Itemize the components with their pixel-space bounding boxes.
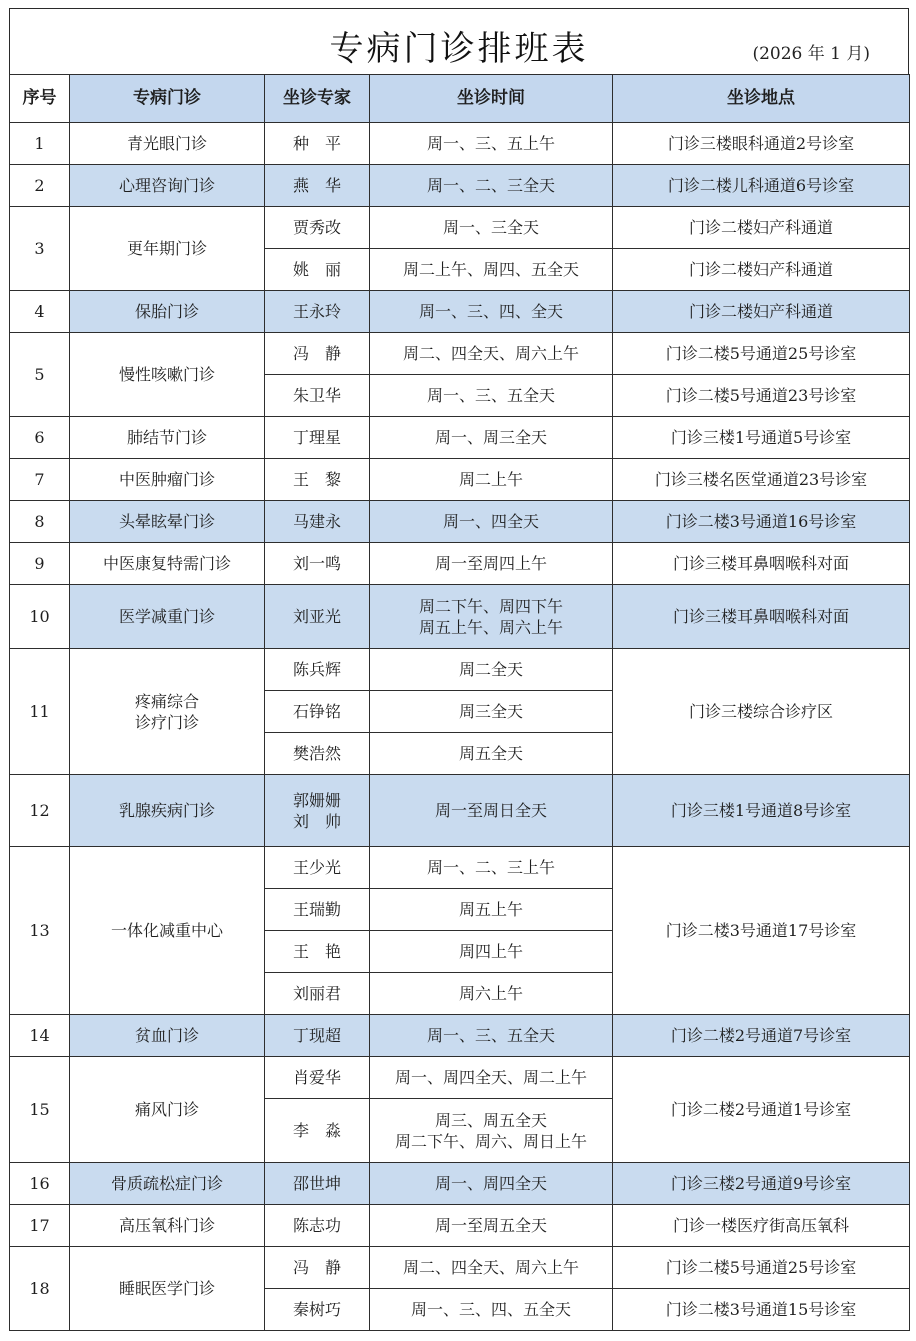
clinic-place: 门诊三楼耳鼻咽喉科对面 bbox=[613, 585, 910, 649]
table-row bbox=[10, 291, 910, 333]
expert-name-line: 刘 帅 bbox=[292, 811, 341, 831]
clinic-name: 慢性咳嗽门诊 bbox=[70, 333, 265, 417]
clinic-place: 门诊三楼2号通道9号诊室 bbox=[613, 1163, 910, 1205]
title-row bbox=[9, 8, 909, 75]
schedule-body bbox=[10, 123, 910, 1331]
clinic-time: 周二、四全天、周六上午 bbox=[370, 1247, 613, 1289]
clinic-name: 保胎门诊 bbox=[70, 291, 265, 333]
row-number: 1 bbox=[10, 123, 70, 165]
clinic-time: 周一、周四全天、周二上午 bbox=[370, 1057, 613, 1099]
clinic-name: 痛风门诊 bbox=[70, 1057, 265, 1163]
expert-name bbox=[265, 775, 370, 847]
clinic-name-line: 疼痛综合 bbox=[134, 691, 199, 711]
expert-name: 王永玲 bbox=[265, 291, 370, 333]
expert-name: 贾秀改 bbox=[265, 207, 370, 249]
row-number: 4 bbox=[10, 291, 70, 333]
expert-name: 燕 华 bbox=[265, 165, 370, 207]
row-number: 12 bbox=[10, 775, 70, 847]
table-row bbox=[10, 775, 910, 847]
clinic-time bbox=[370, 1099, 613, 1163]
table-row bbox=[10, 459, 910, 501]
clinic-time: 周二上午、周四、五全天 bbox=[370, 249, 613, 291]
clinic-time: 周二全天 bbox=[370, 649, 613, 691]
row-number: 2 bbox=[10, 165, 70, 207]
expert-name: 马建永 bbox=[265, 501, 370, 543]
expert-name: 丁现超 bbox=[265, 1015, 370, 1057]
clinic-name: 青光眼门诊 bbox=[70, 123, 265, 165]
clinic-name: 乳腺疾病门诊 bbox=[70, 775, 265, 847]
time-line: 周五上午、周六上午 bbox=[418, 617, 563, 637]
expert-name-line: 郭姗姗 bbox=[292, 790, 341, 810]
row-number: 10 bbox=[10, 585, 70, 649]
clinic-time: 周五全天 bbox=[370, 733, 613, 775]
clinic-time: 周二、四全天、周六上午 bbox=[370, 333, 613, 375]
header-time: 坐诊时间 bbox=[370, 75, 613, 123]
expert-name: 陈兵辉 bbox=[265, 649, 370, 691]
expert-name: 姚 丽 bbox=[265, 249, 370, 291]
clinic-place: 门诊二楼5号通道25号诊室 bbox=[613, 1247, 910, 1289]
expert-name: 刘一鸣 bbox=[265, 543, 370, 585]
header-row bbox=[10, 75, 910, 123]
clinic-place: 门诊二楼3号通道17号诊室 bbox=[613, 847, 910, 1015]
clinic-name: 医学减重门诊 bbox=[70, 585, 265, 649]
clinic-place: 门诊三楼眼科通道2号诊室 bbox=[613, 123, 910, 165]
clinic-time: 周一至周五全天 bbox=[370, 1205, 613, 1247]
clinic-time: 周一、三全天 bbox=[370, 207, 613, 249]
table-row bbox=[10, 1057, 910, 1099]
row-number: 18 bbox=[10, 1247, 70, 1331]
schedule-period: (2026 年 1 月) bbox=[752, 44, 870, 64]
clinic-name: 睡眠医学门诊 bbox=[70, 1247, 265, 1331]
clinic-time: 周三全天 bbox=[370, 691, 613, 733]
clinic-name: 中医肿瘤门诊 bbox=[70, 459, 265, 501]
expert-name: 种 平 bbox=[265, 123, 370, 165]
clinic-name: 一体化减重中心 bbox=[70, 847, 265, 1015]
table-row bbox=[10, 417, 910, 459]
clinic-time: 周一、周四全天 bbox=[370, 1163, 613, 1205]
expert-name: 丁理星 bbox=[265, 417, 370, 459]
header-place: 坐诊地点 bbox=[613, 75, 910, 123]
clinic-time: 周一至周四上午 bbox=[370, 543, 613, 585]
clinic-name: 骨质疏松症门诊 bbox=[70, 1163, 265, 1205]
clinic-time: 周一、三、四、全天 bbox=[370, 291, 613, 333]
expert-name: 邵世坤 bbox=[265, 1163, 370, 1205]
clinic-time: 周一、三、五全天 bbox=[370, 1015, 613, 1057]
clinic-place: 门诊二楼2号通道1号诊室 bbox=[613, 1057, 910, 1163]
row-number: 17 bbox=[10, 1205, 70, 1247]
expert-name: 李 淼 bbox=[265, 1099, 370, 1163]
table-row bbox=[10, 847, 910, 889]
clinic-time: 周一、三、四、五全天 bbox=[370, 1289, 613, 1331]
clinic-time: 周一、周三全天 bbox=[370, 417, 613, 459]
table-row bbox=[10, 207, 910, 249]
table-row bbox=[10, 333, 910, 375]
row-number: 15 bbox=[10, 1057, 70, 1163]
row-number: 8 bbox=[10, 501, 70, 543]
clinic-name: 中医康复特需门诊 bbox=[70, 543, 265, 585]
clinic-time: 周六上午 bbox=[370, 973, 613, 1015]
clinic-time: 周一、四全天 bbox=[370, 501, 613, 543]
clinic-place: 门诊三楼1号通道8号诊室 bbox=[613, 775, 910, 847]
row-number: 16 bbox=[10, 1163, 70, 1205]
clinic-place: 门诊三楼综合诊疗区 bbox=[613, 649, 910, 775]
row-number: 5 bbox=[10, 333, 70, 417]
expert-name: 王 黎 bbox=[265, 459, 370, 501]
row-number: 9 bbox=[10, 543, 70, 585]
clinic-place: 门诊二楼儿科通道6号诊室 bbox=[613, 165, 910, 207]
header-clinic: 专病门诊 bbox=[70, 75, 265, 123]
clinic-name: 头晕眩晕门诊 bbox=[70, 501, 265, 543]
clinic-place: 门诊二楼3号通道15号诊室 bbox=[613, 1289, 910, 1331]
table-row bbox=[10, 585, 910, 649]
clinic-place: 门诊一楼医疗街高压氧科 bbox=[613, 1205, 910, 1247]
table-row bbox=[10, 1015, 910, 1057]
clinic-time: 周五上午 bbox=[370, 889, 613, 931]
row-number: 14 bbox=[10, 1015, 70, 1057]
clinic-time: 周一、三、五上午 bbox=[370, 123, 613, 165]
clinic-place: 门诊二楼5号通道23号诊室 bbox=[613, 375, 910, 417]
row-number: 13 bbox=[10, 847, 70, 1015]
table-row bbox=[10, 1163, 910, 1205]
clinic-time: 周二上午 bbox=[370, 459, 613, 501]
table-row bbox=[10, 1247, 910, 1289]
clinic-time: 周一、二、三全天 bbox=[370, 165, 613, 207]
clinic-place: 门诊三楼1号通道5号诊室 bbox=[613, 417, 910, 459]
clinic-place: 门诊二楼妇产科通道 bbox=[613, 207, 910, 249]
table-row bbox=[10, 165, 910, 207]
table-row bbox=[10, 649, 910, 691]
clinic-name: 高压氧科门诊 bbox=[70, 1205, 265, 1247]
row-number: 7 bbox=[10, 459, 70, 501]
row-number: 11 bbox=[10, 649, 70, 775]
expert-name: 刘丽君 bbox=[265, 973, 370, 1015]
expert-name: 王少光 bbox=[265, 847, 370, 889]
clinic-name: 肺结节门诊 bbox=[70, 417, 265, 459]
clinic-name: 贫血门诊 bbox=[70, 1015, 265, 1057]
expert-name: 朱卫华 bbox=[265, 375, 370, 417]
table-row bbox=[10, 123, 910, 165]
clinic-time: 周一、三、五全天 bbox=[370, 375, 613, 417]
schedule-table bbox=[9, 74, 910, 1331]
clinic-name: 更年期门诊 bbox=[70, 207, 265, 291]
clinic-time: 周一至周日全天 bbox=[370, 775, 613, 847]
time-line: 周二下午、周六、周日上午 bbox=[394, 1131, 587, 1151]
clinic-place: 门诊二楼妇产科通道 bbox=[613, 291, 910, 333]
clinic-time bbox=[370, 585, 613, 649]
expert-name: 肖爱华 bbox=[265, 1057, 370, 1099]
table-row bbox=[10, 543, 910, 585]
clinic-place: 门诊二楼3号通道16号诊室 bbox=[613, 501, 910, 543]
expert-name: 石铮铭 bbox=[265, 691, 370, 733]
clinic-name: 心理咨询门诊 bbox=[70, 165, 265, 207]
expert-name: 王瑞勤 bbox=[265, 889, 370, 931]
expert-name: 王 艳 bbox=[265, 931, 370, 973]
table-row bbox=[10, 1205, 910, 1247]
expert-name: 樊浩然 bbox=[265, 733, 370, 775]
clinic-place: 门诊二楼2号通道7号诊室 bbox=[613, 1015, 910, 1057]
time-line: 周二下午、周四下午 bbox=[418, 596, 563, 616]
expert-name: 冯 静 bbox=[265, 1247, 370, 1289]
clinic-place: 门诊二楼5号通道25号诊室 bbox=[613, 333, 910, 375]
clinic-name bbox=[70, 649, 265, 775]
page-title: 专病门诊排班表 bbox=[329, 29, 589, 69]
clinic-name-line: 诊疗门诊 bbox=[134, 712, 199, 732]
header-no: 序号 bbox=[10, 75, 70, 123]
row-number: 3 bbox=[10, 207, 70, 291]
expert-name: 冯 静 bbox=[265, 333, 370, 375]
clinic-place: 门诊三楼耳鼻咽喉科对面 bbox=[613, 543, 910, 585]
row-number: 6 bbox=[10, 417, 70, 459]
expert-name: 秦树巧 bbox=[265, 1289, 370, 1331]
clinic-place: 门诊三楼名医堂通道23号诊室 bbox=[613, 459, 910, 501]
clinic-place: 门诊二楼妇产科通道 bbox=[613, 249, 910, 291]
header-expert: 坐诊专家 bbox=[265, 75, 370, 123]
table-row bbox=[10, 501, 910, 543]
expert-name: 刘亚光 bbox=[265, 585, 370, 649]
clinic-time: 周四上午 bbox=[370, 931, 613, 973]
expert-name: 陈志功 bbox=[265, 1205, 370, 1247]
schedule-sheet bbox=[9, 8, 909, 1336]
clinic-time: 周一、二、三上午 bbox=[370, 847, 613, 889]
time-line: 周三、周五全天 bbox=[434, 1110, 547, 1130]
